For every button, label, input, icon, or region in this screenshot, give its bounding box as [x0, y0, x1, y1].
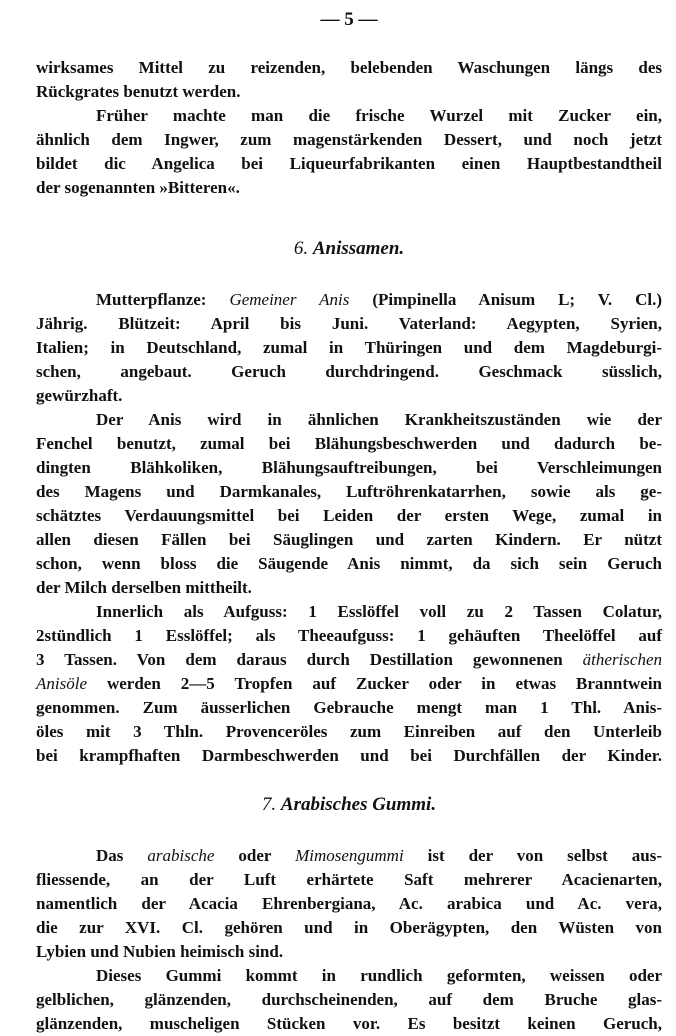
section-title: Anissamen. [312, 238, 405, 259]
paragraph-gummi-appearance [36, 964, 662, 1036]
paragraph-gummi-description [36, 844, 662, 964]
text-line: Italien; in Deutschland, zumal in Thüringen und dem Magdeburgi- [36, 338, 662, 357]
paragraph-anis-usage [36, 408, 662, 600]
text-line: ähnlich dem Ingwer, zum magenstärkenden Dessert, und noch jetzt [36, 130, 662, 149]
text-line: genommen. Zum äusserlichen Gebrauche mengt man 1 Thl. Anis- [36, 698, 662, 717]
section-heading-arabisches-gummi [36, 790, 662, 820]
text-line: dingten Blähkoliken, Blähungsauftreibungen, bei Verschleimungen [36, 458, 662, 477]
text-line: wirksames Mittel zu reizenden, belebenden Waschungen längs des [36, 58, 662, 77]
section-number: 7. [261, 794, 277, 815]
text-line [36, 844, 662, 868]
emphasis-text: Gemeiner Anis [229, 290, 350, 309]
text-line: Fenchel benutzt, zumal bei Blähungsbeschwerden und dadurch be- [36, 434, 662, 453]
text-line: schen, angebaut. Geruch durchdringend. Geschmack süsslich, [36, 362, 662, 381]
text-line: gewürzhaft. [36, 386, 123, 405]
text-line: Jährig. Blützeit: April bis Juni. Vaterland: Aegypten, Syrien, [36, 314, 662, 333]
emphasis-text: arabische [147, 846, 215, 865]
text-line: 2stündlich 1 Esslöffel; als Theeaufguss: 1 gehäuften Theelöffel auf [36, 626, 662, 645]
text-line: Innerlich als Aufguss: 1 Esslöffel voll zu 2 Tassen Colatur, [96, 602, 662, 621]
text-line: der Milch derselben mittheilt. [36, 578, 252, 597]
text-line: Der Anis wird in ähnlichen Krankheitszuständen wie der [96, 410, 662, 429]
paragraph-anis-description [36, 288, 662, 408]
text-line: des Magens und Darmkanales, Luftröhrenkatarrhen, sowie als ge- [36, 482, 662, 501]
paragraph-angelica-end [36, 56, 662, 104]
text-line [36, 288, 662, 312]
text-line: schätztes Verdauungsmittel bei Leiden der ersten Wege, zumal in [36, 506, 662, 525]
text-line: gelblichen, glänzenden, durchscheinenden, auf dem Bruche glas- [36, 990, 662, 1009]
emphasis-text: ätherischen [582, 650, 662, 669]
text-line: Dieses Gummi kommt in rundlich geformten, weissen oder [96, 966, 662, 985]
text-line [36, 672, 662, 696]
text-line: Früher machte man die frische Wurzel mit Zucker ein, [96, 106, 662, 125]
text-span: Das [96, 846, 148, 865]
text-line [36, 648, 662, 672]
text-line: die zur XVI. Cl. gehören und in Oberägypten, den Wüsten von [36, 918, 662, 937]
text-span: Mutterpflanze: [96, 290, 230, 309]
section-heading-anissamen [36, 234, 662, 264]
section-number: 6. [293, 238, 309, 259]
text-line: bei krampfhaften Darmbeschwerden und bei Durchfällen der Kinder. [36, 746, 662, 765]
text-span: (Pimpinella Anisum L; V. Cl.) [349, 290, 662, 309]
section-title: Arabisches Gummi. [280, 794, 437, 815]
text-line: Rückgrates benutzt werden. [36, 82, 241, 101]
paragraph-angelica-dessert [36, 104, 662, 200]
text-span: werden 2—5 Tropfen auf Zucker oder in etwas Branntwein [87, 674, 662, 693]
text-line: glänzenden, muscheligen Stücken vor. Es besitzt keinen Geruch, [36, 1014, 662, 1033]
text-span: ist der von selbst aus- [403, 846, 662, 865]
text-span: oder [214, 846, 296, 865]
text-line: bildet dic Angelica bei Liqueurfabrikanten einen Hauptbestandtheil [36, 154, 662, 173]
text-line: allen diesen Fällen bei Säuglingen und zarten Kindern. Er nützt [36, 530, 662, 549]
text-line: der sogenannten »Bitteren«. [36, 178, 240, 197]
text-line: fliessende, an der Luft erhärtete Saft mehrerer Acacienarten, [36, 870, 662, 889]
emphasis-text: Anisöle [36, 674, 87, 693]
text-line: namentlich der Acacia Ehrenbergiana, Ac. arabica und Ac. vera, [36, 894, 662, 913]
text-line: schon, wenn bloss die Säugende Anis nimmt, da sich sein Geruch [36, 554, 662, 573]
paragraph-anis-dosage [36, 600, 662, 768]
text-span: 3 Tassen. Von dem daraus durch Destillation gewonnenen [36, 650, 583, 669]
emphasis-text: Mimosengummi [295, 846, 404, 865]
page-number: — 5 — [320, 9, 378, 30]
text-line: Lybien und Nubien heimisch sind. [36, 942, 284, 961]
document-page [36, 6, 662, 1036]
text-line: öles mit 3 Thln. Provenceröles zum Einreiben auf den Unterleib [36, 722, 662, 741]
